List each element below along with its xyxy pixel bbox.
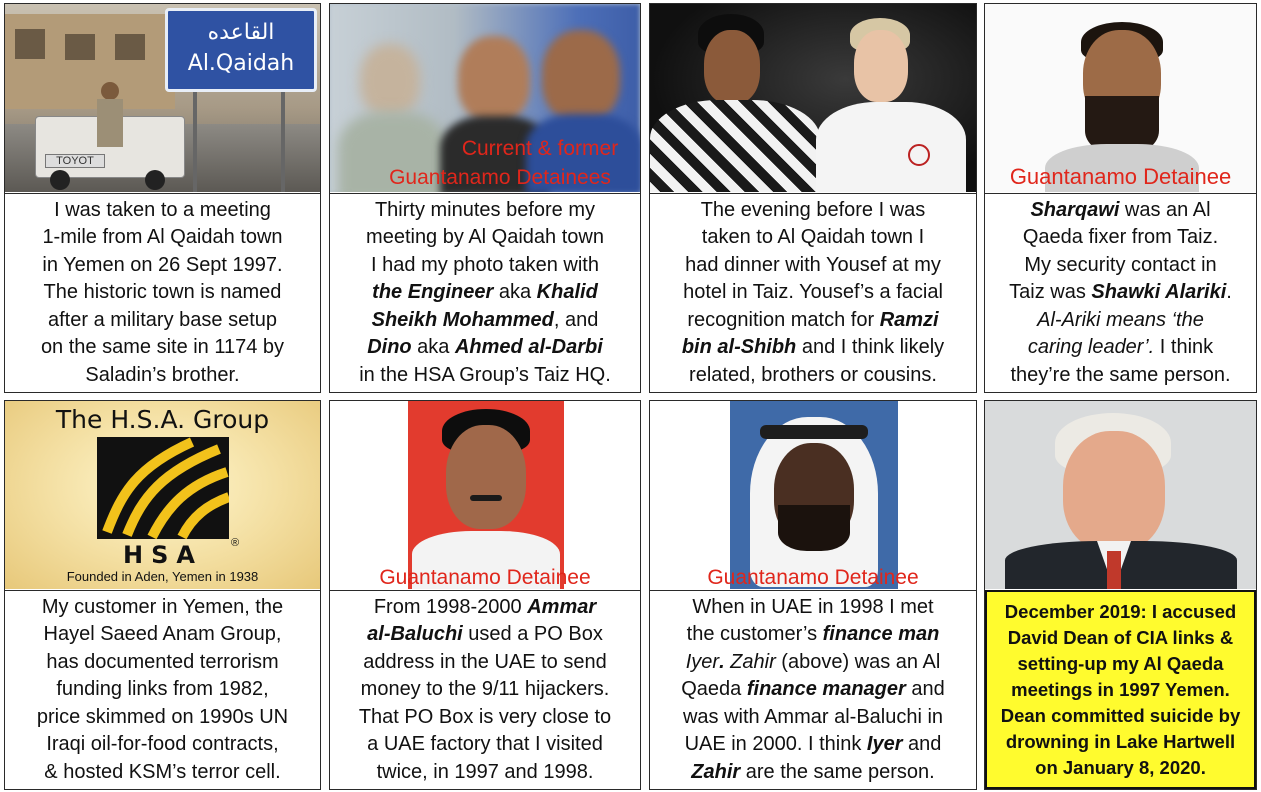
caption-line: That PO Box is very close to <box>358 705 612 728</box>
hsa-logo-mark <box>97 437 229 539</box>
caption-line: meetings in 1997 Yemen. <box>1011 678 1230 700</box>
caption-line: Dino aka Ahmed al-Darbi <box>367 336 603 359</box>
panel-zahir <box>649 400 977 790</box>
caption-line: on January 8, 2020. <box>1035 756 1206 778</box>
caption-line: Zahir are the same person. <box>691 760 935 783</box>
caption-line: & hosted KSM’s terror cell. <box>44 760 281 783</box>
caption-line: after a military base setup <box>48 308 277 331</box>
zahir-portrait <box>650 401 976 589</box>
caption-line: funding links from 1982, <box>56 678 269 701</box>
caption-line: the customer’s finance man <box>686 623 940 646</box>
overlay-line-2: Guantanamo Detainees <box>389 166 611 189</box>
caption-line: Taiz was Shawki Alariki. <box>1009 281 1232 304</box>
caption-line: meeting by Al Qaidah town <box>366 226 604 249</box>
caption-line: Iyer. Zahir (above) was an Al <box>685 650 941 673</box>
caption-line: From 1998-2000 Ammar <box>373 595 597 618</box>
caption-line: the Engineer aka Khalid <box>372 281 598 304</box>
al-qaidah-street-photo <box>5 4 320 192</box>
hsa-logo-card <box>5 401 320 589</box>
caption-line: UAE in 2000. I think Iyer and <box>684 733 942 756</box>
caption-line: David Dean of CIA links & <box>1007 626 1234 648</box>
sign-arabic-text: القاعده <box>207 20 275 45</box>
caption-line: al-Baluchi used a PO Box <box>367 623 603 646</box>
caption-line: Qaeda finance manager and <box>681 678 945 701</box>
panel-guantanamo-photo <box>329 3 641 393</box>
caption-line: taken to Al Qaidah town I <box>701 226 925 249</box>
caption-line: Qaeda fixer from Taiz. <box>1022 226 1219 249</box>
overlay-guantanamo-detainee: Guantanamo Detainee <box>1009 164 1232 189</box>
sign-latin-text: Al.Qaidah <box>187 51 295 76</box>
panel-5-caption <box>5 590 320 789</box>
caption-line: in the HSA Group’s Taiz HQ. <box>359 363 611 386</box>
caption-line: setting-up my Al Qaeda <box>1017 652 1224 674</box>
al-qaidah-road-sign <box>165 8 317 92</box>
caption-line: The evening before I was <box>700 198 926 221</box>
registered-mark: ® <box>231 537 240 549</box>
panel-3-caption <box>650 193 976 392</box>
caption-line: Sharqawi was an Al <box>1030 198 1211 221</box>
panel-ammar-al-baluchi <box>329 400 641 790</box>
panel-dinner-yousef <box>649 3 977 393</box>
overlay-line-1: Current & former <box>461 137 619 160</box>
caption-line: 1-mile from Al Qaidah town <box>42 226 283 249</box>
panel-6-caption <box>330 590 640 789</box>
caption-line: a UAE factory that I visited <box>367 733 603 756</box>
panel-david-dean <box>984 400 1257 790</box>
caption-line: Saladin’s brother. <box>85 363 240 386</box>
caption-line: Sheikh Mohammed, and <box>371 308 599 331</box>
al-baluchi-portrait <box>330 401 640 589</box>
blurred-group-photo <box>330 4 640 192</box>
panel-sharqawi <box>984 3 1257 393</box>
caption-line: Dean committed suicide by <box>1000 704 1241 726</box>
david-dean-portrait <box>985 401 1256 589</box>
panel-al-qaidah-town <box>4 3 321 393</box>
truck-text: TOYOT <box>45 154 105 168</box>
overlay-guantanamo-detainee: Guantanamo Detainee <box>379 566 591 589</box>
caption-line: recognition match for Ramzi <box>687 308 939 331</box>
caption-line: hotel in Taiz. Yousef’s a facial <box>683 281 943 304</box>
caption-line: My security contact in <box>1024 253 1217 276</box>
panel-hsa-group <box>4 400 321 790</box>
caption-line: related, brothers or cousins. <box>689 363 937 386</box>
caption-line: drowning in Lake Hartwell <box>1005 730 1236 752</box>
caption-line: price skimmed on 1990s UN <box>36 705 289 728</box>
caption-line: bin al-Shibh and I think likely <box>681 336 945 359</box>
caption-line: address in the UAE to send <box>363 650 607 673</box>
caption-line: I had my photo taken with <box>371 253 599 276</box>
caption-line: Thirty minutes before my <box>374 198 596 221</box>
caption-line: My customer in Yemen, the <box>41 595 284 618</box>
panel-8-caption <box>985 590 1256 789</box>
sharqawi-portrait <box>985 4 1256 192</box>
caption-line: in Yemen on 26 Sept 1997. <box>42 253 283 276</box>
hsa-logo-title: The H.S.A. Group <box>55 405 270 434</box>
dinner-photo <box>650 4 976 192</box>
caption-line: was with Ammar al-Baluchi in <box>682 705 944 728</box>
caption-line: twice, in 1997 and 1998. <box>376 760 594 783</box>
caption-line: The historic town is named <box>43 281 282 304</box>
caption-line: Iraqi oil-for-food contracts, <box>46 733 279 756</box>
caption-line: Al-Ariki means ‘the <box>1037 308 1204 331</box>
caption-line: money to the 9/11 hijackers. <box>360 678 610 701</box>
caption-line: has documented terrorism <box>46 650 279 673</box>
overlay-guantanamo-detainee: Guantanamo Detainee <box>707 566 919 589</box>
caption-line: Hayel Saeed Anam Group, <box>43 623 282 646</box>
panel-4-caption <box>985 193 1256 392</box>
panel-1-caption <box>5 193 320 392</box>
panel-2-caption <box>330 193 640 392</box>
caption-line: caring leader’. I think <box>1027 336 1214 359</box>
caption-line: on the same site in 1174 by <box>40 336 285 359</box>
caption-line: had dinner with Yousef at my <box>685 253 941 276</box>
caption-line: they’re the same person. <box>1010 363 1231 386</box>
caption-line: December 2019: I accused <box>1004 600 1237 622</box>
hsa-wordmark: HSA <box>123 541 203 569</box>
hsa-founded: Founded in Aden, Yemen in 1938 <box>66 569 259 584</box>
caption-line: When in UAE in 1998 I met <box>692 595 934 618</box>
panel-7-caption <box>650 590 976 789</box>
caption-line: I was taken to a meeting <box>54 198 271 221</box>
